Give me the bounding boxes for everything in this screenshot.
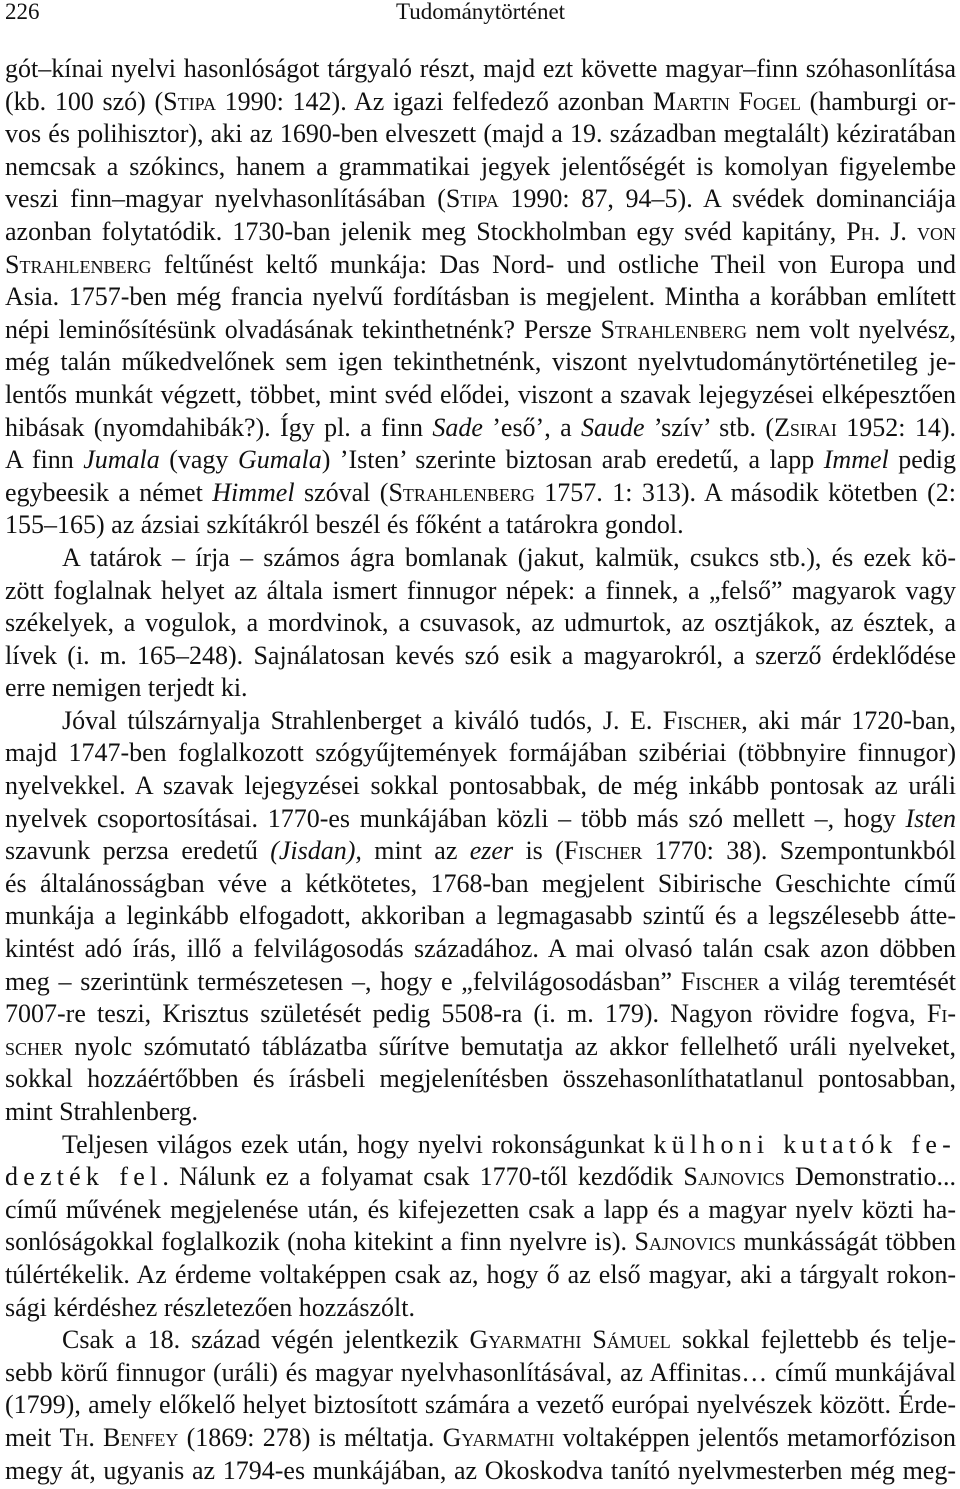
- text-line: [5, 770, 956, 803]
- text-run: (hamburgi or-: [801, 86, 956, 116]
- small-caps-name: Gyarmathi Sámuel: [469, 1325, 671, 1355]
- italic-term: Saude: [581, 412, 645, 442]
- text-run: , aki már 1720-ban,: [741, 705, 956, 735]
- running-head: Tudománytörténet: [395, 0, 566, 24]
- text-line: [5, 379, 956, 412]
- text-line: [5, 281, 956, 314]
- text-line: [5, 1096, 956, 1129]
- text-run: sonlóságokkal foglalkozik (noha kitekint a finn nyelvre is).: [5, 1227, 635, 1257]
- text-line: [5, 314, 956, 347]
- page-number: 226: [5, 0, 40, 24]
- text-run: veszi finn–magyar nyelvhasonlításában (: [5, 184, 446, 214]
- text-run: Asia. 1757-ben még francia nyelvű fordításban is megjelent. Mintha a korábban említett: [5, 282, 956, 312]
- text-run: 1952: 14).: [836, 412, 957, 442]
- text-run: hibásak (nyomdahibák?). Így pl. a finn: [5, 412, 433, 442]
- small-caps-name: von: [916, 216, 956, 246]
- text-line: [5, 672, 956, 705]
- text-run: (1869: 278) is méltatja.: [178, 1422, 443, 1452]
- text-line: [5, 477, 956, 510]
- letter-spaced-emphasis: dezték fel: [5, 1162, 163, 1192]
- text-line: [5, 607, 956, 640]
- text-run: lentős munkát végzett, többet, mint svéd elődei, viszont a szavak lejegyzései elképesztően: [5, 379, 956, 409]
- text-run: népi leminősítésünk olvadásának tekinthetnénk? Persze: [5, 314, 601, 344]
- text-run: sokkal fejlettebb és telje-: [670, 1325, 956, 1355]
- text-run: munkája a leginkább elfogadott, akkoriban a legmagasabb szintű és a legszélesebb átte-: [5, 901, 956, 931]
- text-line: [5, 705, 956, 738]
- small-caps-name: Strahlenberg: [600, 314, 747, 344]
- text-line: [5, 53, 956, 86]
- text-run: A tatárok – írja – számos ágra bomlanak (jakut, kalmük, csukcs stb.), és ezek kö-: [62, 542, 956, 572]
- text-run: és általánosságban véve a kétkötetes, 1768-ban megjelent Sibirische Geschichte című: [5, 868, 956, 898]
- text-line: [5, 1194, 956, 1227]
- text-run: székelyek, a vogulok, a mordvinok, a csuvasok, az udmurtok, az osztjákok, az észtek, a: [5, 608, 956, 638]
- small-caps-name: Stipa: [445, 184, 499, 214]
- text-line: [5, 216, 956, 249]
- text-line: [5, 1292, 956, 1325]
- page-header: [5, 0, 956, 24]
- text-line: [5, 803, 956, 836]
- text-run: munkásságát többen: [735, 1227, 956, 1257]
- text-run: A finn: [5, 445, 84, 475]
- text-line: [5, 1259, 956, 1292]
- text-run: feltűnést keltő munkája: Das Nord- und ostliche Theil von Europa und: [151, 249, 956, 279]
- text-line: [5, 249, 956, 282]
- text-run: ) ’Isten’ szerinte biztosan arab eredetű, a lapp: [321, 445, 824, 475]
- text-run: meg – szerintünk természetesen –, hogy e „felvilágosodásban”: [5, 966, 681, 996]
- small-caps-name: Strahlenberg: [5, 249, 152, 279]
- text-run: 155–165) az ázsiai szkítákról beszél és főként a tatárokra gondol.: [5, 510, 684, 540]
- text-run: Teljesen világos ezek után, hogy nyelvi rokonságunkat: [62, 1129, 654, 1159]
- text-run: sági kérdéshez részletezően hozzászólt.: [5, 1292, 416, 1322]
- text-run: 7007-re teszi, Krisztus születését pedig 5508-ra (i. m. 179). Nagyon rövidre fogva,: [5, 999, 927, 1029]
- letter-spaced-emphasis: külhoni kutatók fe-: [653, 1129, 956, 1159]
- text-run: zött foglalnak helyet az általa ismert finnugor népek: a finnek, a „felső” magyarok vagy: [5, 575, 956, 605]
- text-line: [5, 1031, 956, 1064]
- text-run: nyelvek csoportosításai. 1770-es munkájában közli – több más szó mellett –, hogy: [5, 803, 906, 833]
- text-line: [5, 509, 956, 542]
- text-run: pedig: [888, 445, 957, 475]
- small-caps-name: Th. Benfey: [59, 1422, 179, 1452]
- paragraph: [5, 1324, 956, 1487]
- small-caps-name: Strahlenberg: [388, 477, 535, 507]
- text-line: [5, 542, 956, 575]
- italic-term: Gumala: [237, 445, 322, 475]
- text-run: J.: [880, 216, 917, 246]
- text-line: [5, 1063, 956, 1096]
- text-run: Csak a 18. század végén jelentkezik: [62, 1325, 470, 1355]
- text-run: nemcsak a szókincs, hanem a grammatikai jegyek jelentőségét is komolyan figyelembe: [5, 151, 956, 181]
- text-run: (1799), amely előkelő helyet biztosított számára a vezető európai nyelvészek között. Érde-: [5, 1390, 956, 1420]
- text-run: 1990: 142). Az igazi felfedező azonban: [215, 86, 653, 116]
- text-line: [5, 118, 956, 151]
- small-caps-name: Gyarmathi: [442, 1422, 555, 1452]
- text-run: 1757. 1: 313). A második kötetben (2:: [534, 477, 956, 507]
- text-line: [5, 444, 956, 477]
- paragraph: [5, 1129, 956, 1325]
- text-line: [5, 933, 956, 966]
- text-run: gót–kínai nyelvi hasonlóságot tárgyaló részt, majd ezt követte magyar–finn szóhasonlítása: [5, 54, 956, 83]
- text-run: még talán műkedvelőnek sem igen tekinthetnénk, viszont nyelvtudománytörténetileg je-: [5, 347, 956, 377]
- text-line: [5, 900, 956, 933]
- small-caps-name: scher: [5, 1031, 64, 1061]
- body-text: [5, 53, 956, 1487]
- small-caps-name: Zsirai: [774, 412, 837, 442]
- italic-term: Jumala: [83, 445, 160, 475]
- text-run: vos és polihisztor), aki az 1690-ben elveszett (majd a 19. században megtalált) kéziratában: [5, 119, 956, 149]
- text-run: azonban folytatódik. 1730-ban jelenik meg Stockholmban egy svéd kapitány,: [5, 216, 847, 246]
- text-run: ’szív’ stb. (: [644, 412, 774, 442]
- text-run: szavunk perzsa eredetű: [5, 836, 271, 866]
- text-line: [5, 966, 956, 999]
- small-caps-name: Stipa: [163, 86, 216, 116]
- text-run: lívek (i. m. 165–248). Sajnálatosan kevés szó esik a magyarokról, a szerző érdeklődése: [5, 640, 956, 670]
- text-run: meit: [5, 1422, 60, 1452]
- italic-term: Sade: [432, 412, 483, 442]
- text-run: . Nálunk ez a folyamat csak 1770-től kezdődik: [162, 1162, 684, 1192]
- text-run: megy át, ugyanis az 1794-es munkájában, az Okoskodva tanító nyelvmesterben még meg-: [5, 1455, 956, 1485]
- small-caps-name: Fischer: [680, 966, 760, 996]
- text-run: sokkal hozzáértőbben és írásbeli megjelenítésben összehasonlíthatatlanul pontosabban,: [5, 1064, 956, 1094]
- text-line: [5, 835, 956, 868]
- text-run: nyolc szómutató táblázatba sűrítve bemutatja az akkor fellelhető uráli nyelveket,: [63, 1031, 956, 1061]
- text-line: [5, 412, 956, 445]
- text-line: [5, 1389, 956, 1422]
- text-line: [5, 151, 956, 184]
- text-run: voltaképpen jelentős metamorfózison: [554, 1422, 956, 1452]
- text-run: szóval (: [294, 477, 389, 507]
- small-caps-name: Fischer: [662, 705, 742, 735]
- text-line: [5, 1226, 956, 1259]
- text-run: nyelvekkel. A szavak lejegyzései sokkal pontosabbak, de még inkább pontosak az uráli: [5, 771, 956, 801]
- text-line: [5, 86, 956, 119]
- paragraph: [5, 542, 956, 705]
- text-run: túlértékelik. Az érdeme voltaképpen csak az, hogy ő az első magyar, aki a tárgyalt rokon-: [5, 1259, 956, 1289]
- text-run: is (: [513, 836, 564, 866]
- italic-term: Isten: [905, 803, 956, 833]
- text-run: sebb körű finnugor (uráli) és magyar nyelvhasonlításával, az Affinitas… című munkájával: [5, 1357, 956, 1387]
- text-run: (kb. 100 szó) (: [5, 86, 164, 116]
- text-line: [5, 346, 956, 379]
- text-run: Jóval túlszárnyalja Strahlenberget a kiváló tudós, J. E.: [62, 705, 663, 735]
- italic-term: (Jisdan),: [270, 836, 362, 866]
- text-line: [5, 1455, 956, 1488]
- text-run: kintést adó írás, illő a felvilágosodás századához. A mai olvasó talán csak azon döbben: [5, 934, 956, 964]
- small-caps-name: Sajnovics: [683, 1162, 785, 1192]
- text-line: [5, 1129, 956, 1162]
- text-run: mint Strahlenberg.: [5, 1097, 199, 1126]
- text-run: egybeesik a német: [5, 477, 213, 507]
- text-run: a világ teremtését: [759, 966, 957, 996]
- paragraph: [5, 705, 956, 1129]
- text-run: Demonstratio...: [784, 1162, 956, 1192]
- text-run: erre nemigen terjedt ki.: [5, 673, 248, 703]
- text-line: [5, 183, 956, 216]
- text-run: nem volt nyelvész,: [746, 314, 956, 344]
- text-run: mint az: [361, 836, 470, 866]
- text-line: [5, 1324, 956, 1357]
- italic-term: Immel: [823, 445, 889, 475]
- text-line: [5, 1357, 956, 1390]
- text-run: (vagy: [159, 445, 238, 475]
- text-line: [5, 575, 956, 608]
- paragraph: [5, 53, 956, 542]
- text-line: [5, 640, 956, 673]
- italic-term: Himmel: [212, 477, 295, 507]
- text-run: 1990: 87, 94–5). A svédek dominanciája: [498, 184, 956, 214]
- small-caps-name: Martin Fogel: [652, 86, 801, 116]
- small-caps-name: Fi-: [926, 999, 956, 1029]
- text-line: [5, 868, 956, 901]
- text-run: ’eső’, a: [482, 412, 581, 442]
- text-line: [5, 1422, 956, 1455]
- text-run: című művének megjelenése után, és kifejezetten csak a lapp és a magyar nyelv közti ha-: [5, 1194, 956, 1224]
- text-line: [5, 998, 956, 1031]
- italic-term: ezer: [469, 836, 514, 866]
- small-caps-name: Fischer: [563, 836, 643, 866]
- text-run: majd 1747-ben foglalkozott szógyűjtemények formájában szibériai (többnyire finnugor): [5, 738, 956, 768]
- small-caps-name: Ph.: [846, 216, 881, 246]
- text-line: [5, 737, 956, 770]
- text-line: [5, 1161, 956, 1194]
- small-caps-name: Sajnovics: [634, 1227, 736, 1257]
- text-run: 1770: 38). Szempontunkból: [642, 836, 957, 866]
